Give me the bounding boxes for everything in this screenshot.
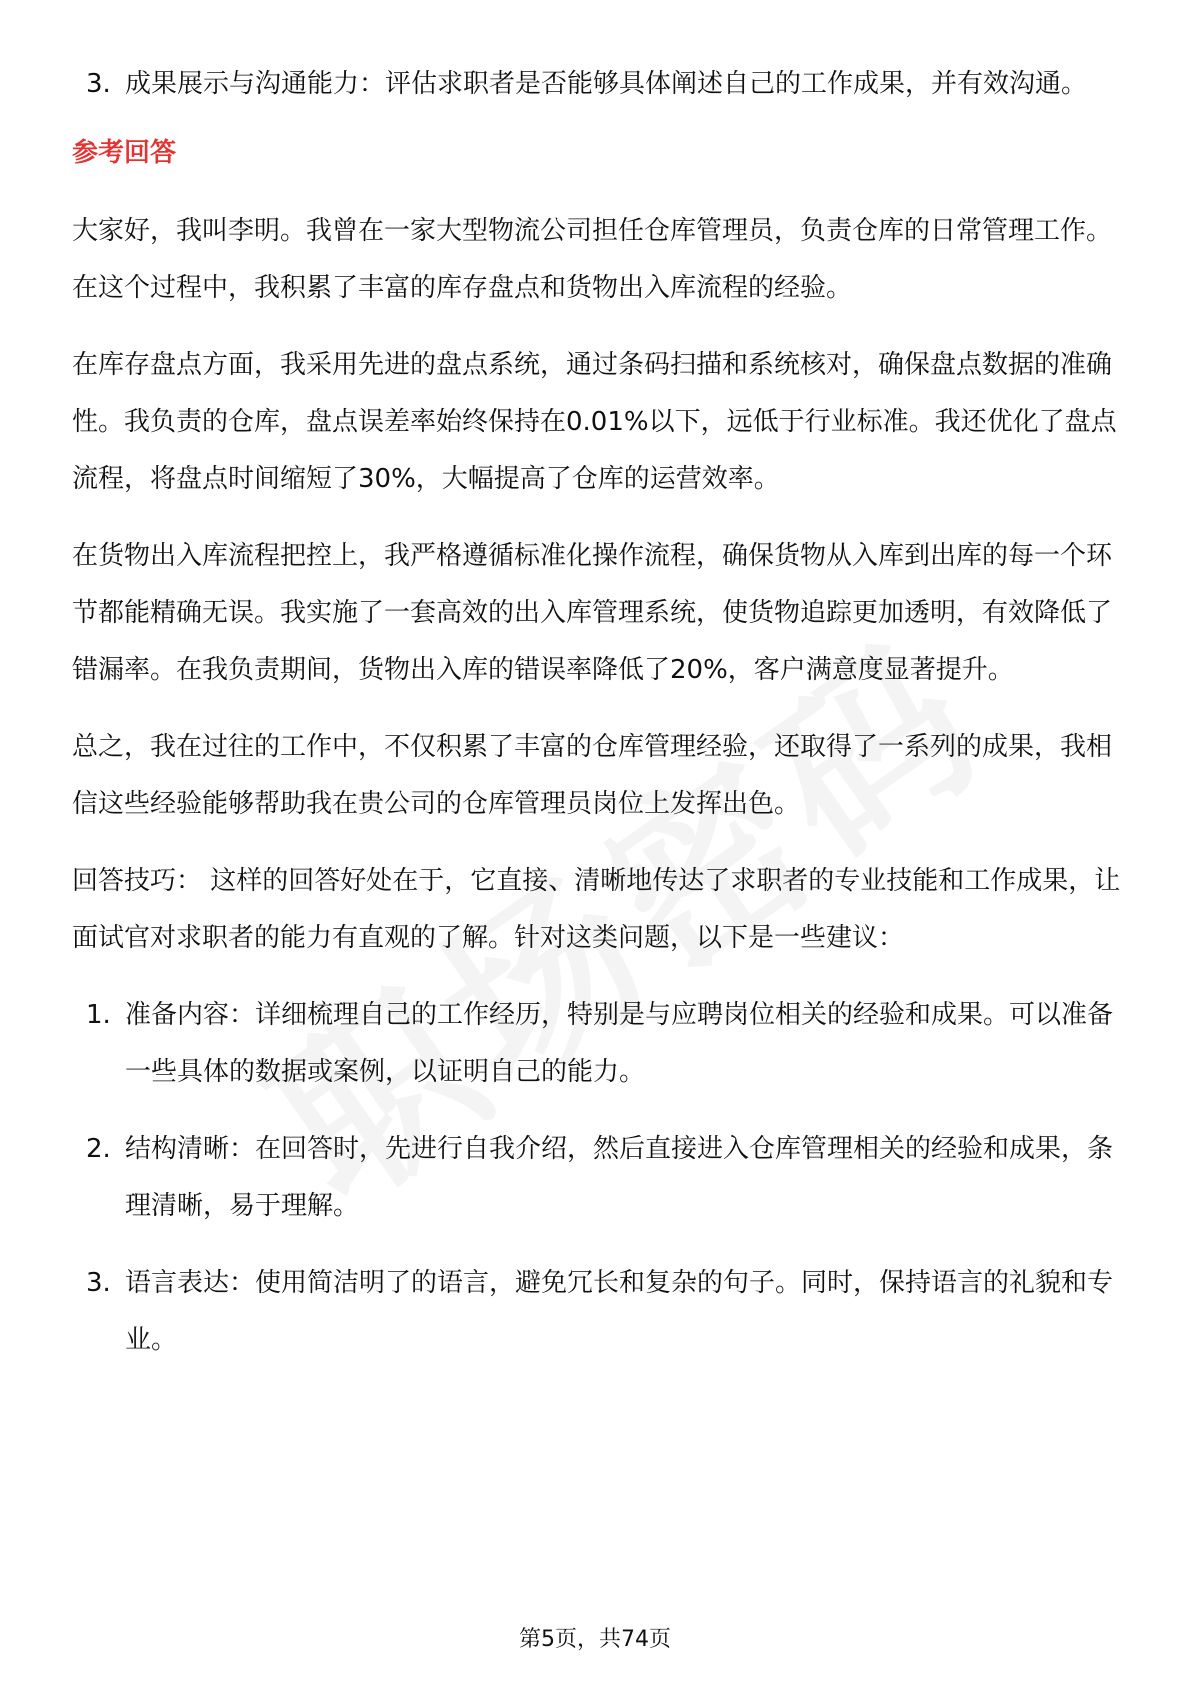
list-number: 1. [86,1000,111,1030]
page-content [72,56,1122,1389]
list-text: 准备内容：详细梳理自己的工作经历，特别是与应聘岗位相关的经验和成果。可以准备一些具体的数据或案例，以证明自己的能力。 [125,1000,1114,1087]
paragraph-summary: 总之，我在过往的工作中，不仅积累了丰富的仓库管理经验，还取得了一系列的成果，我相信这些经验能够帮助我在贵公司的仓库管理员岗位上发挥出色。 [72,732,1113,819]
list-item [72,1255,1122,1369]
list-text: 语言表达：使用简洁明了的语言，避免冗长和复杂的句子。同时，保持语言的礼貌和专业。 [125,1268,1114,1355]
section-heading: 参考回答 [72,138,177,168]
paragraph-inbound-outbound: 在货物出入库流程把控上，我严格遵循标准化操作流程，确保货物从入库到出库的每一个环节都能精确无误。我实施了一套高效的出入库管理系统，使货物追踪更加透明，有效降低了错漏率。在我负责期间，货物出入库的错误率降低了20%，客户满意度显著提升。 [72,541,1113,685]
list-item [72,987,1122,1101]
tips-list [72,987,1122,1369]
list-text: 结构清晰：在回答时，先进行自我介绍，然后直接进入仓库管理相关的经验和成果，条理清晰，易于理解。 [125,1134,1114,1221]
list-item [72,56,1122,113]
page-footer: 第5页，共74页 [519,1627,671,1652]
paragraph-inventory: 在库存盘点方面，我采用先进的盘点系统，通过条码扫描和系统核对，确保盘点数据的准确性。我负责的仓库，盘点误差率始终保持在0.01%以下，远低于行业标准。我还优化了盘点流程，将盘点时间缩短了30%，大幅提高了仓库的运营效率。 [72,350,1117,494]
list-number: 3. [86,69,111,99]
list-item [72,1121,1122,1235]
list-number: 2. [86,1134,111,1164]
list-number: 3. [86,1268,111,1298]
paragraph-answer-tips: 回答技巧： 这样的回答好处在于，它直接、清晰地传达了求职者的专业技能和工作成果，让面试官对求职者的能力有直观的了解。针对这类问题，以下是一些建议： [72,866,1121,953]
paragraph-intro: 大家好，我叫李明。我曾在一家大型物流公司担任仓库管理员，负责仓库的日常管理工作。在这个过程中，我积累了丰富的库存盘点和货物出入库流程的经验。 [72,216,1113,303]
list-text: 成果展示与沟通能力：评估求职者是否能够具体阐述自己的工作成果，并有效沟通。 [125,69,1088,99]
